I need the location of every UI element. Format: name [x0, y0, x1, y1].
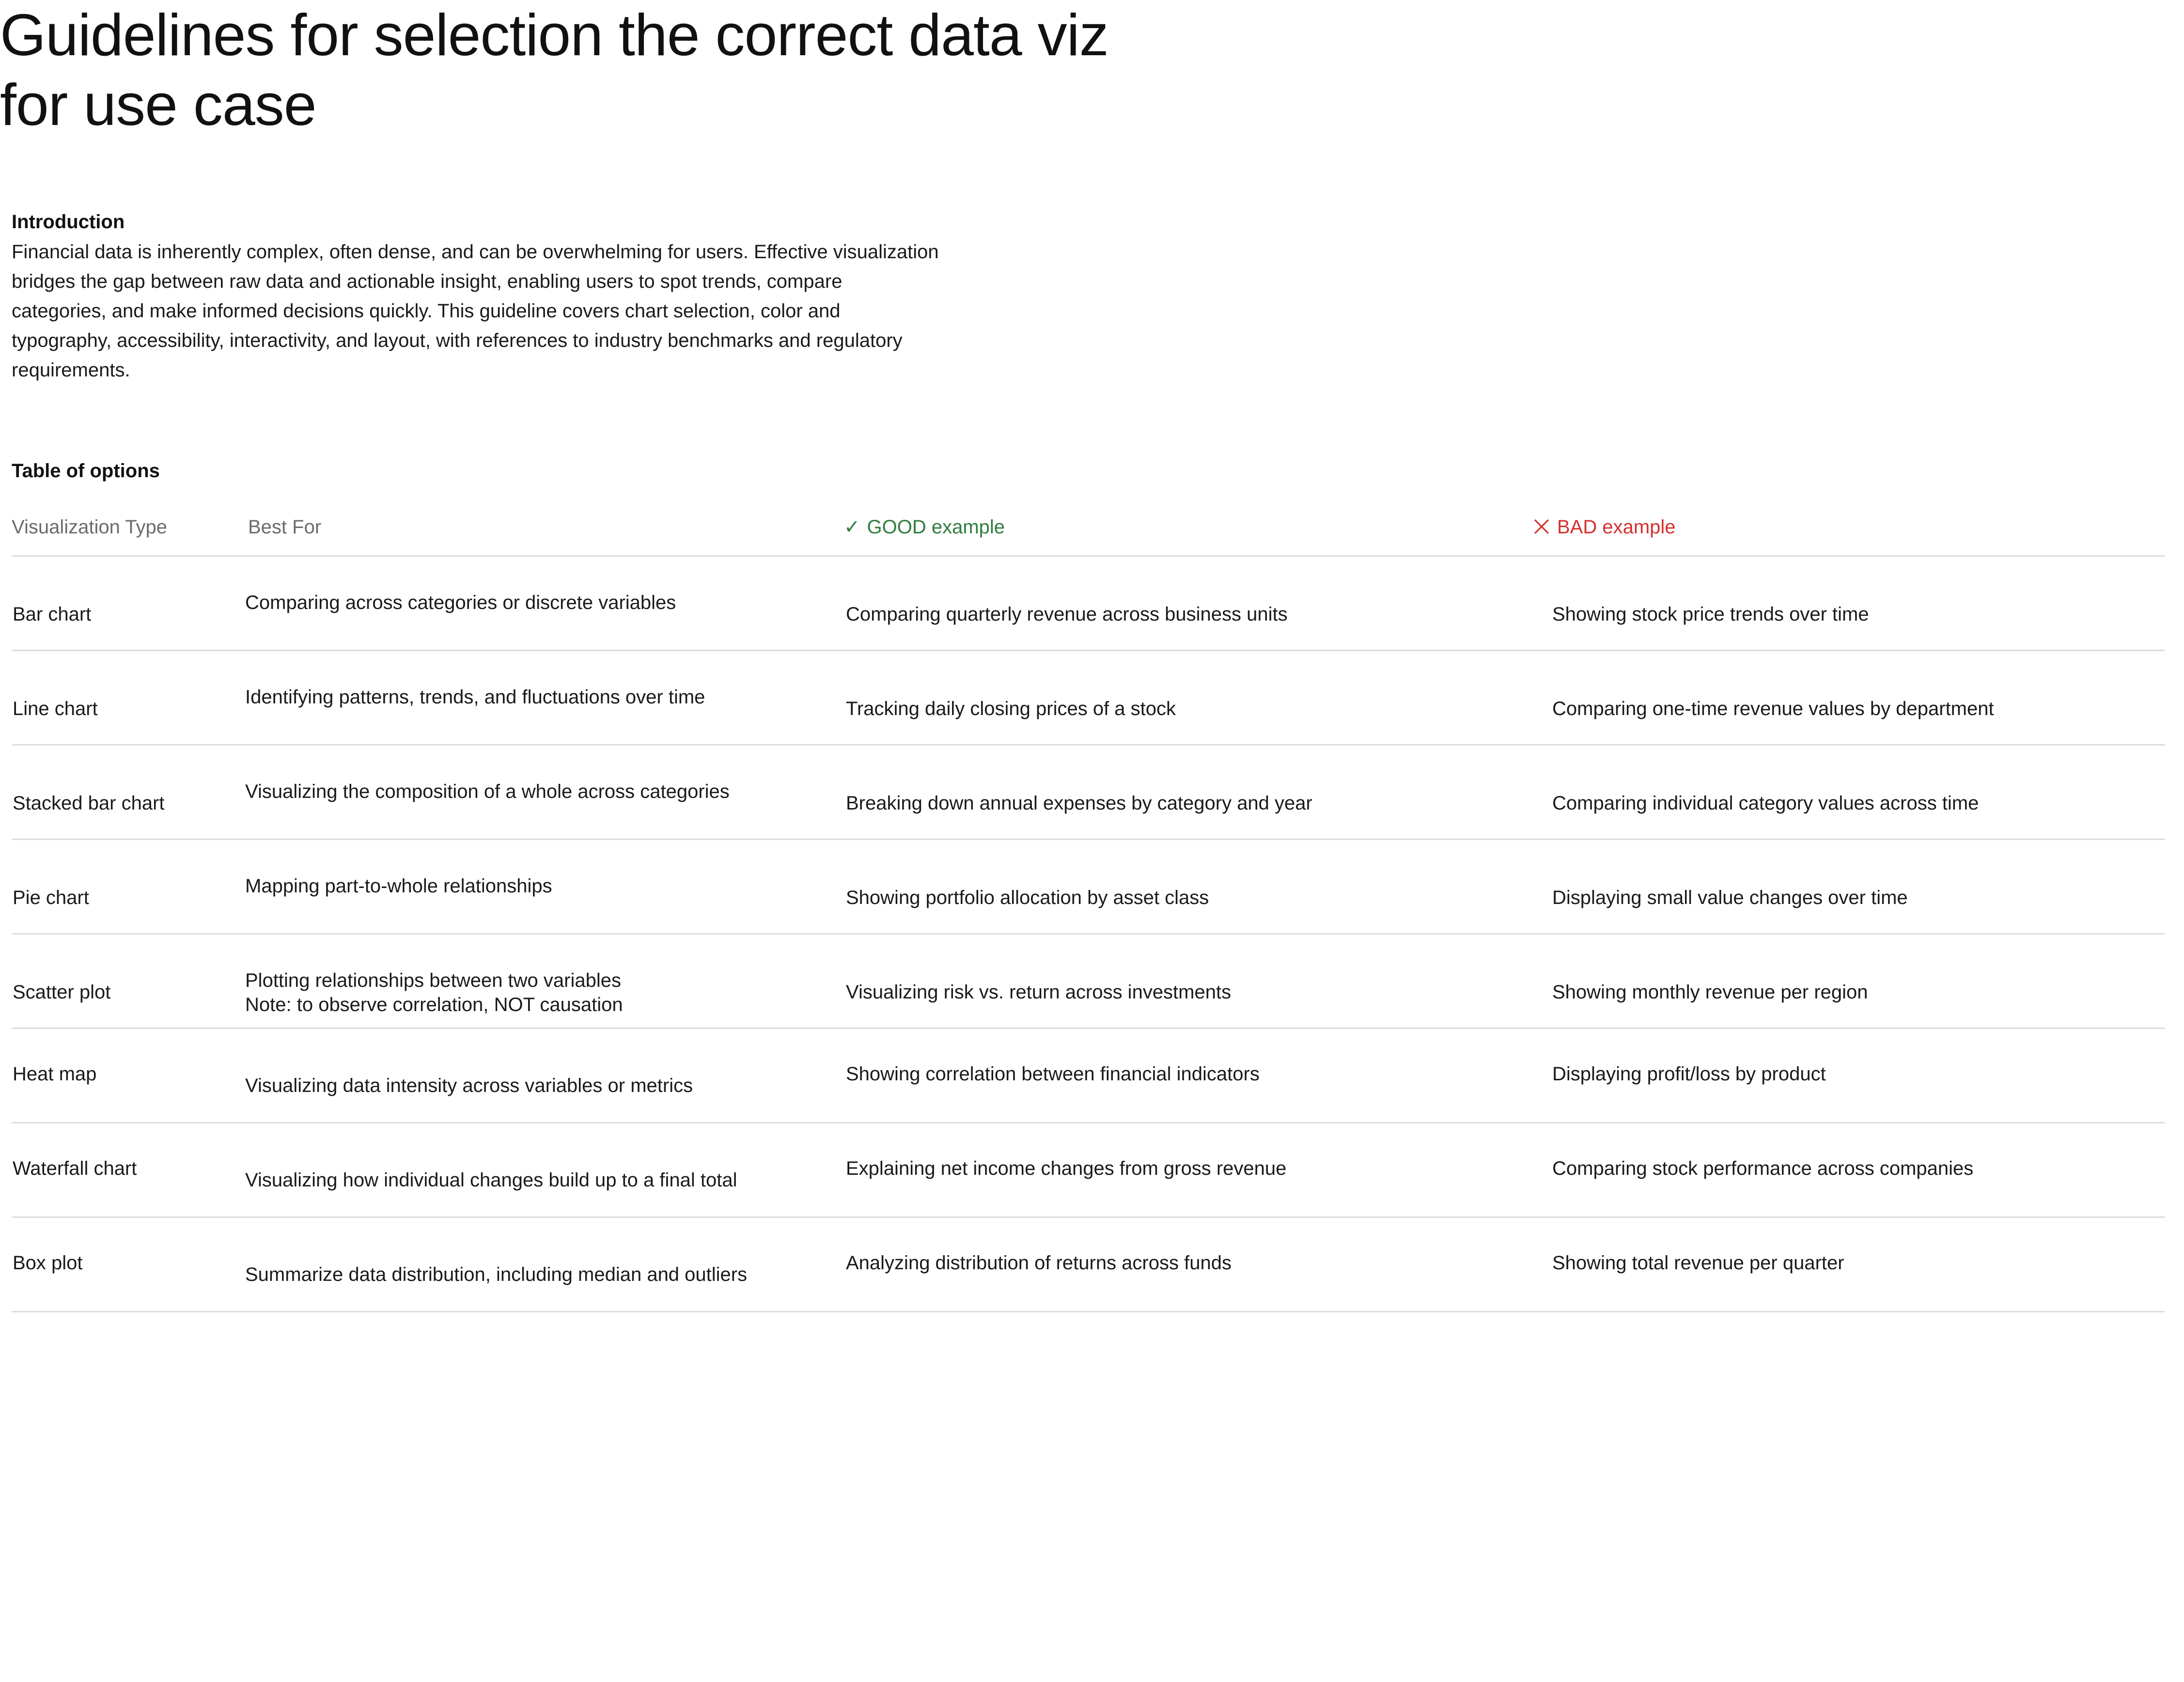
- table-row-scatter-plot: [12, 934, 2165, 1029]
- best-for-cell: Visualizing data intensity across variables or metrics: [245, 1075, 693, 1096]
- best-for-text: Plotting relationships between two variables: [245, 970, 621, 991]
- good-example-cell: Explaining net income changes from gross revenue: [846, 1158, 1287, 1179]
- best-for-cell: Comparing across categories or discrete variables: [245, 592, 676, 613]
- visualization-type-cell: Waterfall chart: [13, 1158, 137, 1179]
- visualization-type-cell: Scatter plot: [13, 981, 111, 1003]
- bad-example-cell: Showing total revenue per quarter: [1552, 1252, 1844, 1274]
- bad-example-cell: Comparing one-time revenue values by department: [1552, 698, 1994, 719]
- column-header-bad-example: [1533, 514, 1676, 541]
- table-row-bar-chart: [12, 557, 2165, 651]
- best-for-cell: Visualizing how individual changes build up to a final total: [245, 1169, 737, 1191]
- bad-example-cell: Displaying small value changes over time: [1552, 887, 1908, 908]
- good-example-label: GOOD example: [867, 516, 1005, 538]
- visualization-type-cell: Bar chart: [13, 604, 92, 625]
- bad-example-cell: Comparing individual category values across time: [1552, 793, 1979, 814]
- bad-example-cell: Showing monthly revenue per region: [1552, 981, 1868, 1003]
- visualization-type-cell: Line chart: [13, 698, 98, 719]
- intro-section: [12, 208, 942, 385]
- bad-example-label: BAD example: [1557, 516, 1676, 538]
- options-table: [12, 499, 2165, 1312]
- cross-icon: [1533, 514, 1550, 541]
- table-heading: Table of options: [12, 460, 160, 482]
- good-example-cell: Showing portfolio allocation by asset class: [846, 887, 1209, 908]
- column-header-best-for: Best For: [248, 516, 322, 538]
- intro-body: Financial data is inherently complex, often dense, and can be overwhelming for users. Effective visualization bridges the gap between raw data and actionable insight, enabling users to spot trends, compare categories, and make informed decisions quickly. This guideline covers chart selection, color and typography, accessibility, interactivity, and layout, with references to industry benchmarks and regulatory requirements.: [12, 241, 939, 381]
- column-header-visualization-type: Visualization Type: [12, 516, 167, 538]
- best-for-cell: Identifying patterns, trends, and fluctuations over time: [245, 686, 705, 708]
- best-for-note: Note: to observe correlation, NOT causation: [245, 994, 623, 1015]
- best-for-cell: [245, 968, 623, 1017]
- best-for-cell: Summarize data distribution, including median and outliers: [245, 1264, 748, 1285]
- visualization-type-cell: Box plot: [13, 1252, 83, 1274]
- good-example-cell: Breaking down annual expenses by category and year: [846, 793, 1312, 814]
- table-header-row: [12, 499, 2165, 557]
- good-example-cell: Showing correlation between financial indicators: [846, 1063, 1260, 1085]
- good-example-cell: Comparing quarterly revenue across business units: [846, 604, 1288, 625]
- bad-example-cell: Showing stock price trends over time: [1552, 604, 1869, 625]
- page-title: Guidelines for selection the correct data viz for use case: [0, 2, 1108, 138]
- good-example-cell: Visualizing risk vs. return across investments: [846, 981, 1232, 1003]
- table-row-stacked-bar-chart: [12, 746, 2165, 840]
- bad-example-cell: Comparing stock performance across companies: [1552, 1158, 1974, 1179]
- good-example-cell: Analyzing distribution of returns across funds: [846, 1252, 1232, 1274]
- table-row-heat-map: [12, 1029, 2165, 1123]
- bad-example-cell: Displaying profit/loss by product: [1552, 1063, 1826, 1085]
- best-for-cell: Visualizing the composition of a whole across categories: [245, 781, 730, 802]
- best-for-cell: Mapping part-to-whole relationships: [245, 875, 552, 897]
- visualization-type-cell: Heat map: [13, 1063, 97, 1085]
- column-header-good-example: [844, 514, 1005, 541]
- table-row-pie-chart: [12, 840, 2165, 934]
- table-row-waterfall-chart: [12, 1123, 2165, 1218]
- intro-heading: Introduction: [12, 211, 125, 233]
- good-example-cell: Tracking daily closing prices of a stock: [846, 698, 1176, 719]
- table-row-line-chart: [12, 651, 2165, 746]
- visualization-type-cell: Pie chart: [13, 887, 89, 908]
- table-row-box-plot: [12, 1218, 2165, 1312]
- visualization-type-cell: Stacked bar chart: [13, 793, 165, 814]
- check-icon: ✓: [844, 516, 860, 538]
